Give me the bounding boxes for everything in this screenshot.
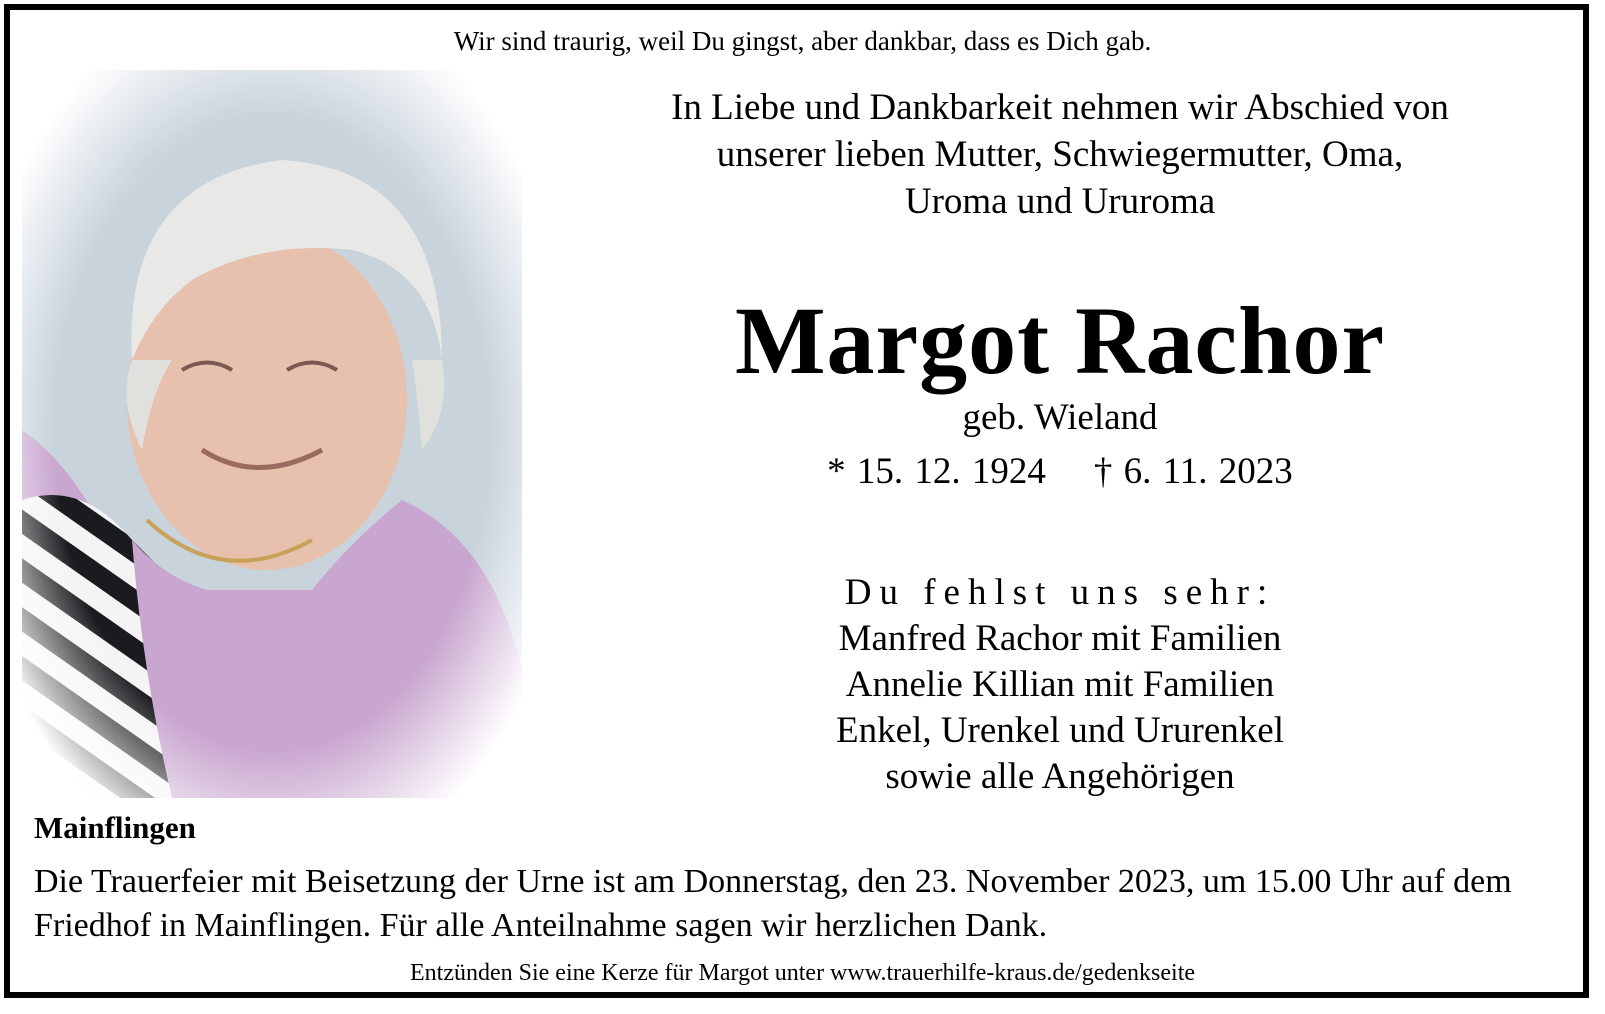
life-dates: [560, 450, 1560, 493]
mourner-line: sowie alle Angehörigen: [885, 756, 1235, 797]
ceremony-text: Die Trauerfeier mit Beisetzung der Urne ist am Donnerstag, den 23. November 2023, um 15.00 Uhr auf dem Friedhof in Mainflingen. Für alle Anteilnahme sagen wir herzlichen Dank.: [34, 863, 1512, 944]
place-name: Mainflingen: [34, 810, 196, 845]
portrait-photo: [22, 70, 522, 798]
deceased-name: Margot Rachor: [734, 287, 1386, 394]
death-date: † 6. 11. 2023: [1093, 451, 1293, 492]
footer-memorial-link: Entzünden Sie eine Kerze für Margot unter www.trauerhilfe-kraus.de/gedenkseite: [409, 960, 1196, 986]
mourner-line: Manfred Rachor mit Familien: [838, 618, 1282, 659]
mourners-heading: Du fehlst uns sehr:: [844, 572, 1276, 613]
birth-date: * 15. 12. 1924: [827, 451, 1046, 492]
intro-line: unserer lieben Mutter, Schwiegermutter, Oma,: [716, 134, 1404, 175]
mourner-line: Enkel, Urenkel und Ururenkel: [836, 710, 1284, 751]
motto: Wir sind traurig, weil Du gingst, aber dankbar, dass es Dich gab.: [453, 26, 1152, 56]
mourner-line: Annelie Killian mit Familien: [845, 664, 1275, 705]
intro-text: [560, 84, 1560, 225]
intro-line: Uroma und Ururoma: [904, 181, 1216, 222]
mourners-block: [560, 570, 1560, 800]
intro-line: In Liebe und Dankbarkeit nehmen wir Abschied von: [671, 87, 1449, 128]
maiden-name: geb. Wieland: [962, 397, 1158, 438]
